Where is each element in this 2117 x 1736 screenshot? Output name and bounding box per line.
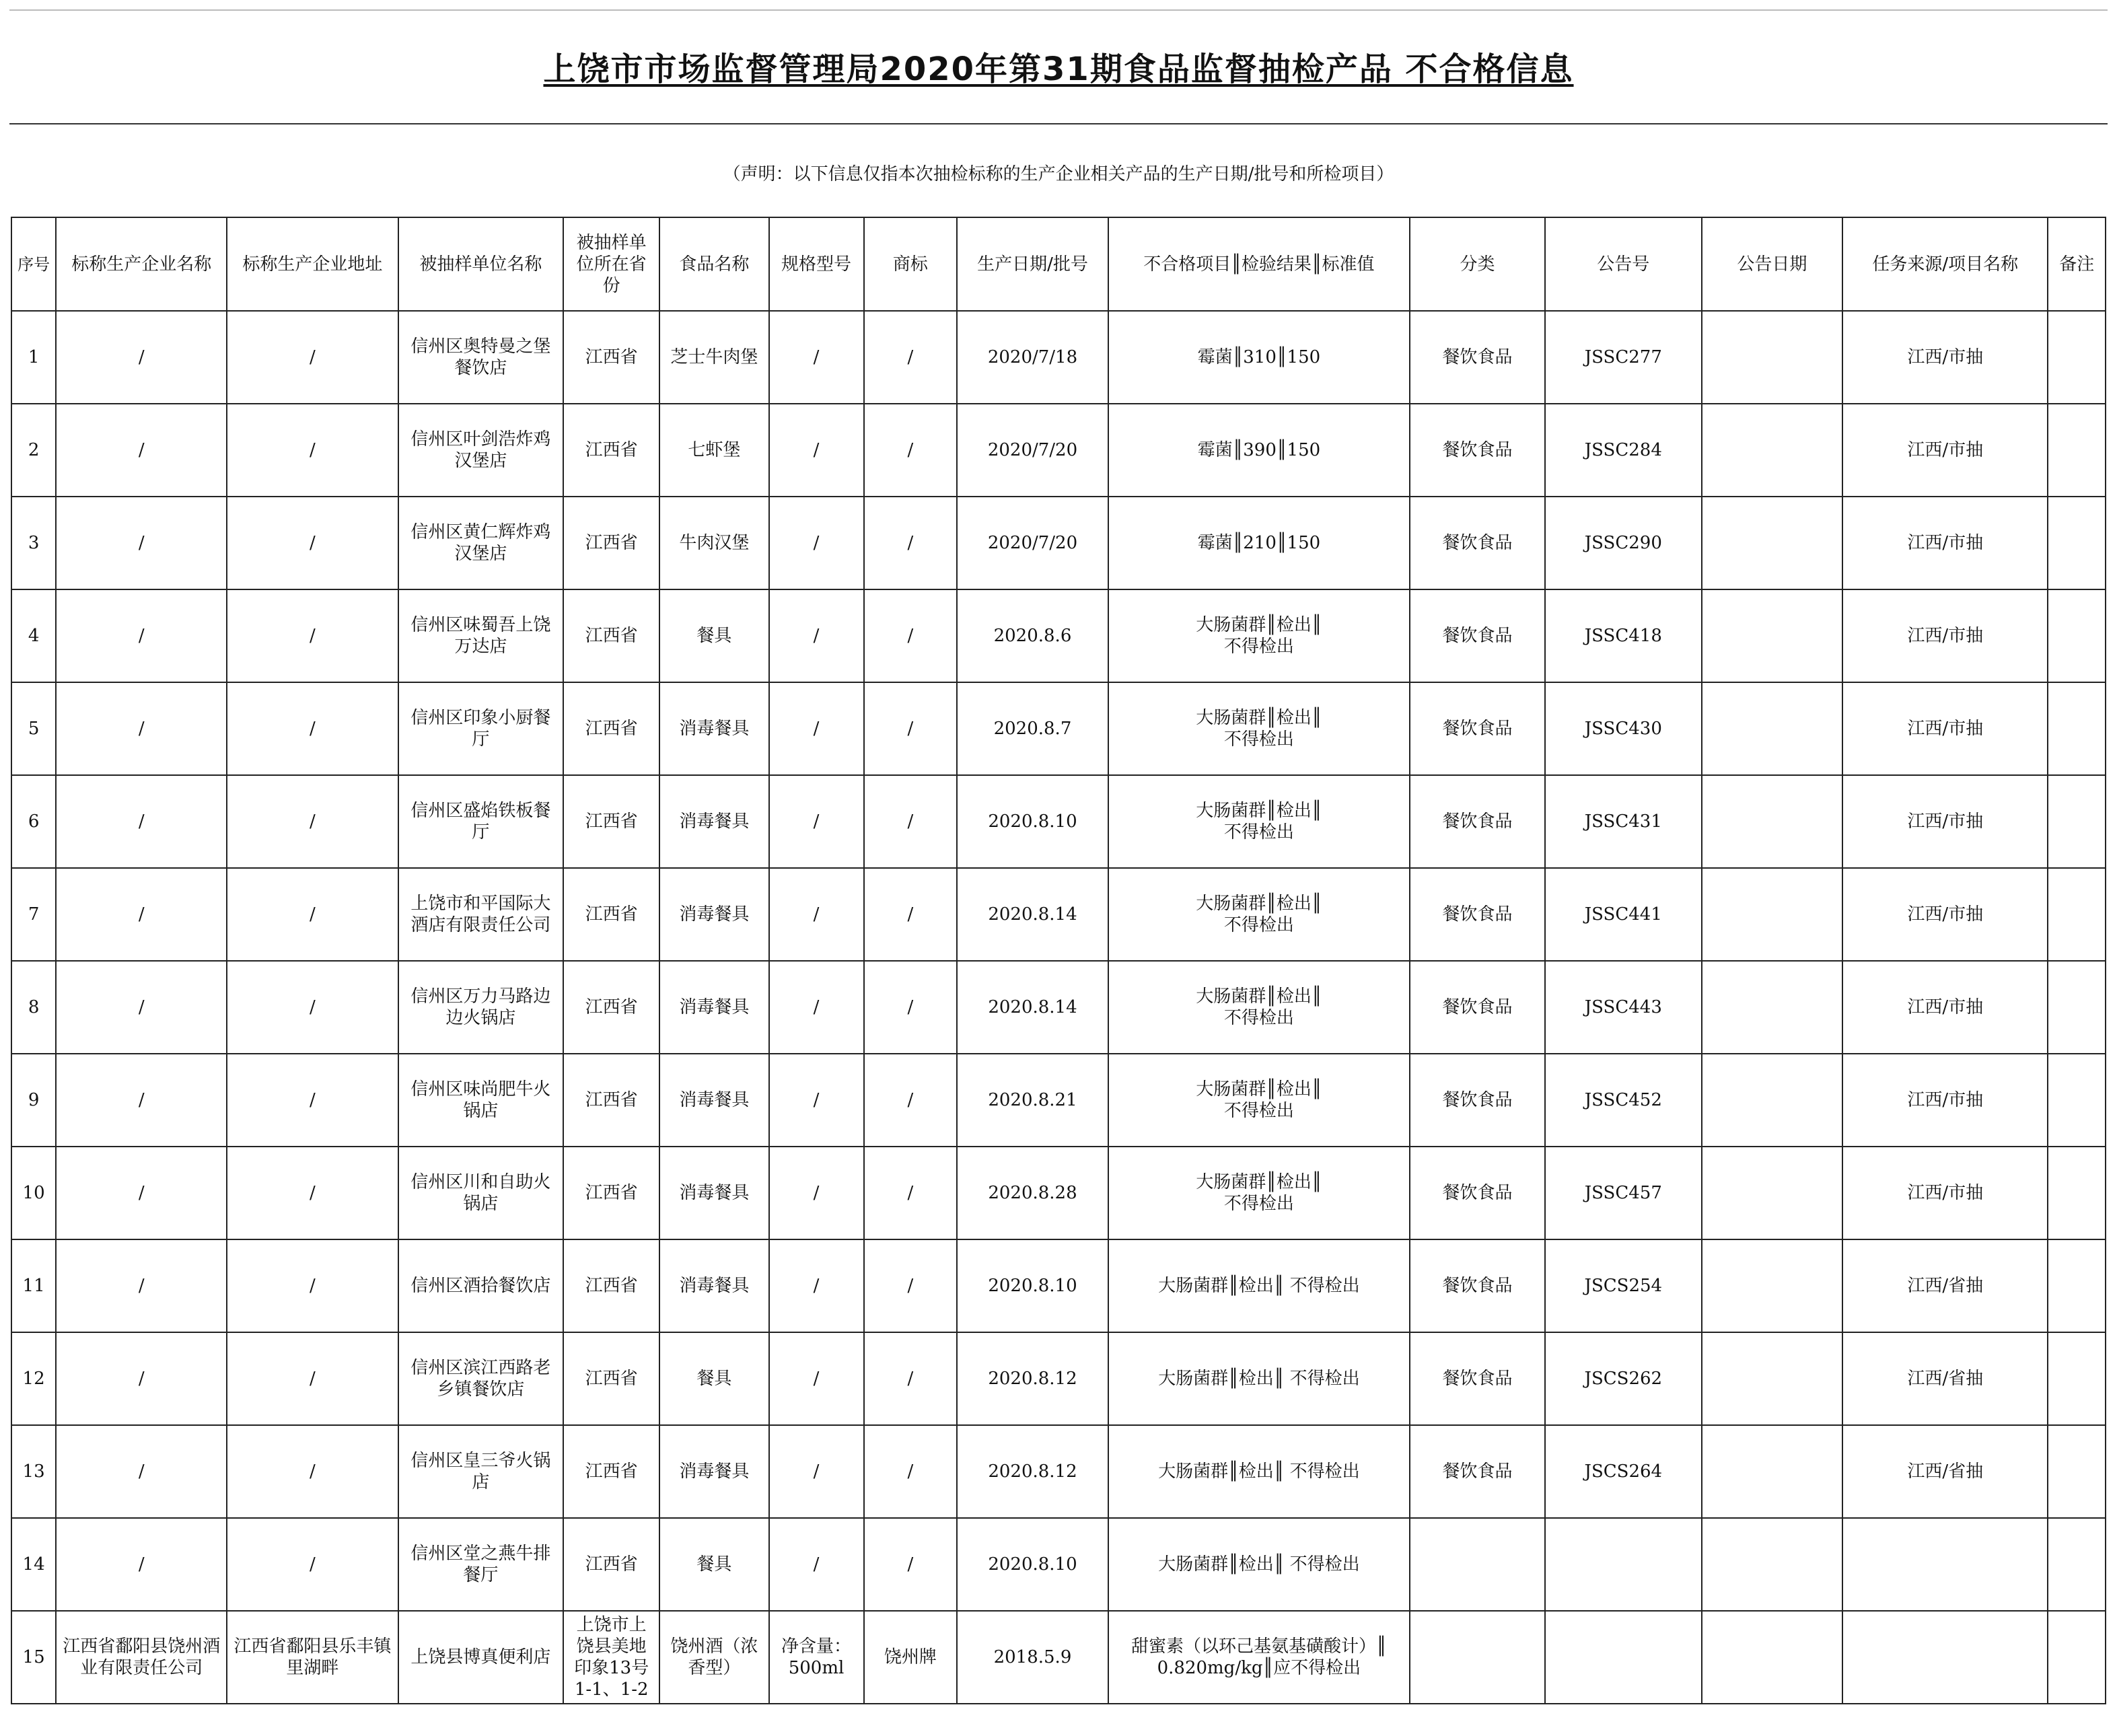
cell-spec: / <box>769 1054 864 1147</box>
cell-category: 餐饮食品 <box>1410 775 1545 868</box>
cell-spec: / <box>769 1239 864 1332</box>
cell-announcement-date <box>1702 589 1842 682</box>
cell-row-number: 7 <box>11 868 56 961</box>
cell-spec: / <box>769 961 864 1054</box>
inspection-table <box>11 217 2106 1704</box>
cell-task-source: 江西/省抽 <box>1842 1239 2048 1332</box>
cell-category: 餐饮食品 <box>1410 1425 1545 1518</box>
cell-province: 江西省 <box>563 1518 659 1611</box>
cell-food-name: 餐具 <box>659 1332 768 1425</box>
col-header-failed-item: 不合格项目║检验结果║标准值 <box>1108 217 1410 311</box>
cell-spec: / <box>769 311 864 404</box>
cell-food-name: 消毒餐具 <box>659 1239 768 1332</box>
cell-production-date: 2020.8.12 <box>957 1332 1108 1425</box>
col-header-task-source: 任务来源/项目名称 <box>1842 217 2048 311</box>
cell-maker-address: / <box>227 311 398 404</box>
cell-row-number: 11 <box>11 1239 56 1332</box>
cell-sampled-unit: 信州区盛焰铁板餐厅 <box>398 775 564 868</box>
col-header-maker-address: 标称生产企业地址 <box>227 217 398 311</box>
cell-announcement-no: JSCS254 <box>1545 1239 1702 1332</box>
cell-failed-item: 大肠菌群║检出║ 不得检出 <box>1108 682 1410 775</box>
cell-province: 江西省 <box>563 404 659 497</box>
cell-maker-address: / <box>227 868 398 961</box>
top-rule <box>9 9 2108 11</box>
table-row <box>11 1147 2106 1239</box>
cell-maker-name: 江西省鄱阳县饶州酒业有限责任公司 <box>56 1611 227 1704</box>
cell-sampled-unit: 信州区川和自助火锅店 <box>398 1147 564 1239</box>
cell-sampled-unit: 信州区味尚肥牛火锅店 <box>398 1054 564 1147</box>
cell-maker-address: / <box>227 1425 398 1518</box>
col-header-province: 被抽样单位所在省份 <box>563 217 659 311</box>
cell-remark <box>2048 682 2106 775</box>
cell-failed-item: 甜蜜素（以环己基氨基磺酸计）║ 0.820mg/kg║应不得检出 <box>1108 1611 1410 1704</box>
cell-production-date: 2020/7/18 <box>957 311 1108 404</box>
cell-food-name: 七虾堡 <box>659 404 768 497</box>
cell-maker-address: 江西省鄱阳县乐丰镇里湖畔 <box>227 1611 398 1704</box>
cell-food-name: 消毒餐具 <box>659 775 768 868</box>
cell-production-date: 2020/7/20 <box>957 404 1108 497</box>
cell-remark <box>2048 311 2106 404</box>
cell-sampled-unit: 信州区奥特曼之堡餐饮店 <box>398 311 564 404</box>
cell-maker-name: / <box>56 1425 227 1518</box>
cell-food-name: 消毒餐具 <box>659 1147 768 1239</box>
cell-category: 餐饮食品 <box>1410 961 1545 1054</box>
cell-sampled-unit: 信州区叶剑浩炸鸡汉堡店 <box>398 404 564 497</box>
cell-category: 餐饮食品 <box>1410 311 1545 404</box>
col-header-remark: 备注 <box>2048 217 2106 311</box>
table-row <box>11 497 2106 589</box>
cell-task-source: 江西/市抽 <box>1842 775 2048 868</box>
cell-food-name: 消毒餐具 <box>659 961 768 1054</box>
table-row <box>11 311 2106 404</box>
col-header-announcement-date: 公告日期 <box>1702 217 1842 311</box>
table-row <box>11 589 2106 682</box>
cell-maker-name: / <box>56 311 227 404</box>
cell-sampled-unit: 信州区味蜀吾上饶万达店 <box>398 589 564 682</box>
cell-province: 江西省 <box>563 1147 659 1239</box>
cell-production-date: 2020.8.12 <box>957 1425 1108 1518</box>
title-rule <box>9 123 2108 124</box>
cell-maker-address: / <box>227 497 398 589</box>
cell-brand: / <box>864 1147 958 1239</box>
cell-production-date: 2020.8.14 <box>957 961 1108 1054</box>
cell-announcement-no: JSSC441 <box>1545 868 1702 961</box>
cell-task-source <box>1842 1518 2048 1611</box>
cell-spec: / <box>769 404 864 497</box>
cell-row-number: 1 <box>11 311 56 404</box>
cell-spec: / <box>769 775 864 868</box>
cell-task-source: 江西/市抽 <box>1842 682 2048 775</box>
cell-maker-name: / <box>56 775 227 868</box>
cell-category: 餐饮食品 <box>1410 589 1545 682</box>
cell-announcement-no: JSSC430 <box>1545 682 1702 775</box>
cell-announcement-no: JSSC418 <box>1545 589 1702 682</box>
cell-province: 江西省 <box>563 311 659 404</box>
cell-maker-address: / <box>227 682 398 775</box>
cell-task-source: 江西/市抽 <box>1842 961 2048 1054</box>
cell-production-date: 2020.8.21 <box>957 1054 1108 1147</box>
cell-production-date: 2020.8.7 <box>957 682 1108 775</box>
cell-row-number: 3 <box>11 497 56 589</box>
cell-task-source: 江西/省抽 <box>1842 1332 2048 1425</box>
cell-province: 江西省 <box>563 589 659 682</box>
cell-task-source: 江西/市抽 <box>1842 868 2048 961</box>
cell-remark <box>2048 1611 2106 1704</box>
cell-production-date: 2020.8.10 <box>957 1518 1108 1611</box>
col-header-food: 食品名称 <box>659 217 768 311</box>
cell-announcement-date <box>1702 961 1842 1054</box>
cell-announcement-date <box>1702 1239 1842 1332</box>
cell-announcement-no: JSSC284 <box>1545 404 1702 497</box>
cell-row-number: 14 <box>11 1518 56 1611</box>
cell-failed-item: 大肠菌群║检出║ 不得检出 <box>1108 1518 1410 1611</box>
cell-category <box>1410 1611 1545 1704</box>
cell-brand: / <box>864 1425 958 1518</box>
cell-task-source: 江西/市抽 <box>1842 404 2048 497</box>
cell-food-name: 牛肉汉堡 <box>659 497 768 589</box>
cell-maker-name: / <box>56 1518 227 1611</box>
table-row <box>11 1425 2106 1518</box>
col-header-no: 序号 <box>11 217 56 311</box>
cell-row-number: 6 <box>11 775 56 868</box>
table-row <box>11 1611 2106 1704</box>
cell-province: 江西省 <box>563 961 659 1054</box>
cell-food-name: 消毒餐具 <box>659 868 768 961</box>
cell-maker-name: / <box>56 1239 227 1332</box>
cell-production-date: 2020.8.28 <box>957 1147 1108 1239</box>
cell-province: 江西省 <box>563 1332 659 1425</box>
cell-spec: / <box>769 497 864 589</box>
cell-brand: / <box>864 311 958 404</box>
cell-remark <box>2048 404 2106 497</box>
cell-brand: / <box>864 682 958 775</box>
cell-sampled-unit: 上饶县博真便利店 <box>398 1611 564 1704</box>
cell-announcement-date <box>1702 775 1842 868</box>
cell-brand: / <box>864 868 958 961</box>
table-row <box>11 404 2106 497</box>
page-title-text: 上饶市市场监督管理局2020年第31期食品监督抽检产品 不合格信息 <box>543 50 1574 88</box>
cell-announcement-no: JSSC290 <box>1545 497 1702 589</box>
col-header-brand: 商标 <box>864 217 958 311</box>
cell-failed-item: 大肠菌群║检出║ 不得检出 <box>1108 1239 1410 1332</box>
cell-food-name: 芝士牛肉堡 <box>659 311 768 404</box>
cell-announcement-date <box>1702 404 1842 497</box>
cell-task-source: 江西/市抽 <box>1842 311 2048 404</box>
cell-task-source: 江西/市抽 <box>1842 1054 2048 1147</box>
cell-category <box>1410 1518 1545 1611</box>
cell-announcement-no: JSSC277 <box>1545 311 1702 404</box>
cell-maker-name: / <box>56 404 227 497</box>
cell-maker-name: / <box>56 682 227 775</box>
cell-brand: 饶州牌 <box>864 1611 958 1704</box>
cell-province: 江西省 <box>563 1425 659 1518</box>
cell-announcement-no: JSSC431 <box>1545 775 1702 868</box>
cell-category: 餐饮食品 <box>1410 497 1545 589</box>
cell-food-name: 饶州酒（浓香型） <box>659 1611 768 1704</box>
table-row <box>11 868 2106 961</box>
disclaimer-notice: （声明：以下信息仅指本次抽检标称的生产企业相关产品的生产日期/批号和所检项目） <box>723 164 1394 184</box>
cell-remark <box>2048 1425 2106 1518</box>
cell-failed-item: 大肠菌群║检出║ 不得检出 <box>1108 1425 1410 1518</box>
cell-maker-name: / <box>56 497 227 589</box>
cell-production-date: 2020.8.10 <box>957 1239 1108 1332</box>
cell-remark <box>2048 868 2106 961</box>
cell-remark <box>2048 961 2106 1054</box>
cell-maker-address: / <box>227 775 398 868</box>
cell-failed-item: 大肠菌群║检出║ 不得检出 <box>1108 868 1410 961</box>
col-header-maker: 标称生产企业名称 <box>56 217 227 311</box>
table-row <box>11 961 2106 1054</box>
cell-task-source: 江西/省抽 <box>1842 1425 2048 1518</box>
cell-brand: / <box>864 1239 958 1332</box>
cell-row-number: 2 <box>11 404 56 497</box>
cell-failed-item: 大肠菌群║检出║ 不得检出 <box>1108 1332 1410 1425</box>
cell-brand: / <box>864 1054 958 1147</box>
cell-spec: / <box>769 1147 864 1239</box>
col-header-date: 生产日期/批号 <box>957 217 1108 311</box>
cell-announcement-no <box>1545 1518 1702 1611</box>
cell-failed-item: 霉菌║390║150 <box>1108 404 1410 497</box>
table-row <box>11 775 2106 868</box>
table-row <box>11 1054 2106 1147</box>
cell-food-name: 消毒餐具 <box>659 1054 768 1147</box>
cell-maker-name: / <box>56 589 227 682</box>
cell-remark <box>2048 1147 2106 1239</box>
cell-spec: / <box>769 1425 864 1518</box>
cell-failed-item: 大肠菌群║检出║ 不得检出 <box>1108 961 1410 1054</box>
cell-brand: / <box>864 1518 958 1611</box>
table-row <box>11 1518 2106 1611</box>
cell-maker-address: / <box>227 589 398 682</box>
cell-maker-name: / <box>56 1147 227 1239</box>
cell-food-name: 餐具 <box>659 589 768 682</box>
cell-announcement-no <box>1545 1611 1702 1704</box>
cell-announcement-date <box>1702 1332 1842 1425</box>
cell-production-date: 2018.5.9 <box>957 1611 1108 1704</box>
cell-brand: / <box>864 1332 958 1425</box>
cell-sampled-unit: 信州区酒拾餐饮店 <box>398 1239 564 1332</box>
cell-food-name: 消毒餐具 <box>659 1425 768 1518</box>
cell-province: 江西省 <box>563 497 659 589</box>
cell-production-date: 2020/7/20 <box>957 497 1108 589</box>
cell-remark <box>2048 589 2106 682</box>
cell-sampled-unit: 信州区皇三爷火锅店 <box>398 1425 564 1518</box>
cell-announcement-no: JSCS264 <box>1545 1425 1702 1518</box>
cell-sampled-unit: 信州区堂之燕牛排餐厅 <box>398 1518 564 1611</box>
cell-task-source <box>1842 1611 2048 1704</box>
cell-remark <box>2048 1518 2106 1611</box>
cell-province: 江西省 <box>563 682 659 775</box>
cell-row-number: 10 <box>11 1147 56 1239</box>
cell-maker-name: / <box>56 1054 227 1147</box>
cell-maker-address: / <box>227 1518 398 1611</box>
cell-brand: / <box>864 589 958 682</box>
cell-brand: / <box>864 775 958 868</box>
cell-failed-item: 大肠菌群║检出║ 不得检出 <box>1108 775 1410 868</box>
cell-failed-item: 大肠菌群║检出║ 不得检出 <box>1108 1147 1410 1239</box>
cell-spec: / <box>769 868 864 961</box>
cell-announcement-no: JSSC443 <box>1545 961 1702 1054</box>
cell-province: 江西省 <box>563 775 659 868</box>
cell-maker-name: / <box>56 868 227 961</box>
cell-province: 上饶市上饶县美地印象13号1-1、1-2 <box>563 1611 659 1704</box>
cell-brand: / <box>864 497 958 589</box>
table-row <box>11 1332 2106 1425</box>
cell-maker-address: / <box>227 1239 398 1332</box>
cell-production-date: 2020.8.10 <box>957 775 1108 868</box>
col-header-spec: 规格型号 <box>769 217 864 311</box>
cell-task-source: 江西/市抽 <box>1842 497 2048 589</box>
cell-announcement-date <box>1702 497 1842 589</box>
cell-row-number: 15 <box>11 1611 56 1704</box>
cell-row-number: 5 <box>11 682 56 775</box>
cell-category: 餐饮食品 <box>1410 1054 1545 1147</box>
cell-spec: 净含量：500ml <box>769 1611 864 1704</box>
cell-announcement-date <box>1702 1147 1842 1239</box>
cell-production-date: 2020.8.6 <box>957 589 1108 682</box>
page-title <box>9 43 2108 89</box>
cell-row-number: 13 <box>11 1425 56 1518</box>
cell-maker-name: / <box>56 1332 227 1425</box>
cell-category: 餐饮食品 <box>1410 404 1545 497</box>
col-header-category: 分类 <box>1410 217 1545 311</box>
cell-spec: / <box>769 1332 864 1425</box>
cell-food-name: 餐具 <box>659 1518 768 1611</box>
col-header-sampled-unit: 被抽样单位名称 <box>398 217 564 311</box>
cell-category: 餐饮食品 <box>1410 1332 1545 1425</box>
cell-failed-item: 霉菌║310║150 <box>1108 311 1410 404</box>
cell-sampled-unit: 上饶市和平国际大酒店有限责任公司 <box>398 868 564 961</box>
cell-category: 餐饮食品 <box>1410 682 1545 775</box>
cell-food-name: 消毒餐具 <box>659 682 768 775</box>
cell-task-source: 江西/市抽 <box>1842 1147 2048 1239</box>
cell-maker-name: / <box>56 961 227 1054</box>
table-header-row <box>11 217 2106 311</box>
cell-maker-address: / <box>227 404 398 497</box>
cell-maker-address: / <box>227 1332 398 1425</box>
cell-sampled-unit: 信州区黄仁辉炸鸡汉堡店 <box>398 497 564 589</box>
cell-spec: / <box>769 589 864 682</box>
cell-remark <box>2048 775 2106 868</box>
cell-announcement-date <box>1702 682 1842 775</box>
cell-failed-item: 大肠菌群║检出║ 不得检出 <box>1108 589 1410 682</box>
cell-announcement-date <box>1702 1054 1842 1147</box>
cell-spec: / <box>769 682 864 775</box>
cell-row-number: 12 <box>11 1332 56 1425</box>
col-header-announcement-no: 公告号 <box>1545 217 1702 311</box>
cell-production-date: 2020.8.14 <box>957 868 1108 961</box>
cell-announcement-date <box>1702 868 1842 961</box>
cell-sampled-unit: 信州区滨江西路老乡镇餐饮店 <box>398 1332 564 1425</box>
cell-remark <box>2048 1332 2106 1425</box>
cell-maker-address: / <box>227 961 398 1054</box>
cell-announcement-date <box>1702 1518 1842 1611</box>
cell-sampled-unit: 信州区印象小厨餐厅 <box>398 682 564 775</box>
cell-remark <box>2048 1054 2106 1147</box>
table-row <box>11 1239 2106 1332</box>
cell-announcement-no: JSCS262 <box>1545 1332 1702 1425</box>
cell-category: 餐饮食品 <box>1410 868 1545 961</box>
cell-maker-address: / <box>227 1147 398 1239</box>
table-row <box>11 682 2106 775</box>
cell-category: 餐饮食品 <box>1410 1147 1545 1239</box>
cell-spec: / <box>769 1518 864 1611</box>
cell-brand: / <box>864 404 958 497</box>
cell-row-number: 9 <box>11 1054 56 1147</box>
cell-announcement-date <box>1702 1611 1842 1704</box>
cell-task-source: 江西/市抽 <box>1842 589 2048 682</box>
cell-category: 餐饮食品 <box>1410 1239 1545 1332</box>
cell-failed-item: 大肠菌群║检出║ 不得检出 <box>1108 1054 1410 1147</box>
cell-maker-address: / <box>227 1054 398 1147</box>
cell-province: 江西省 <box>563 1054 659 1147</box>
cell-announcement-date <box>1702 311 1842 404</box>
cell-announcement-no: JSSC452 <box>1545 1054 1702 1147</box>
cell-announcement-no: JSSC457 <box>1545 1147 1702 1239</box>
cell-province: 江西省 <box>563 868 659 961</box>
cell-row-number: 8 <box>11 961 56 1054</box>
cell-sampled-unit: 信州区万力马路边边火锅店 <box>398 961 564 1054</box>
cell-row-number: 4 <box>11 589 56 682</box>
cell-brand: / <box>864 961 958 1054</box>
cell-failed-item: 霉菌║210║150 <box>1108 497 1410 589</box>
cell-province: 江西省 <box>563 1239 659 1332</box>
cell-remark <box>2048 497 2106 589</box>
cell-announcement-date <box>1702 1425 1842 1518</box>
cell-remark <box>2048 1239 2106 1332</box>
